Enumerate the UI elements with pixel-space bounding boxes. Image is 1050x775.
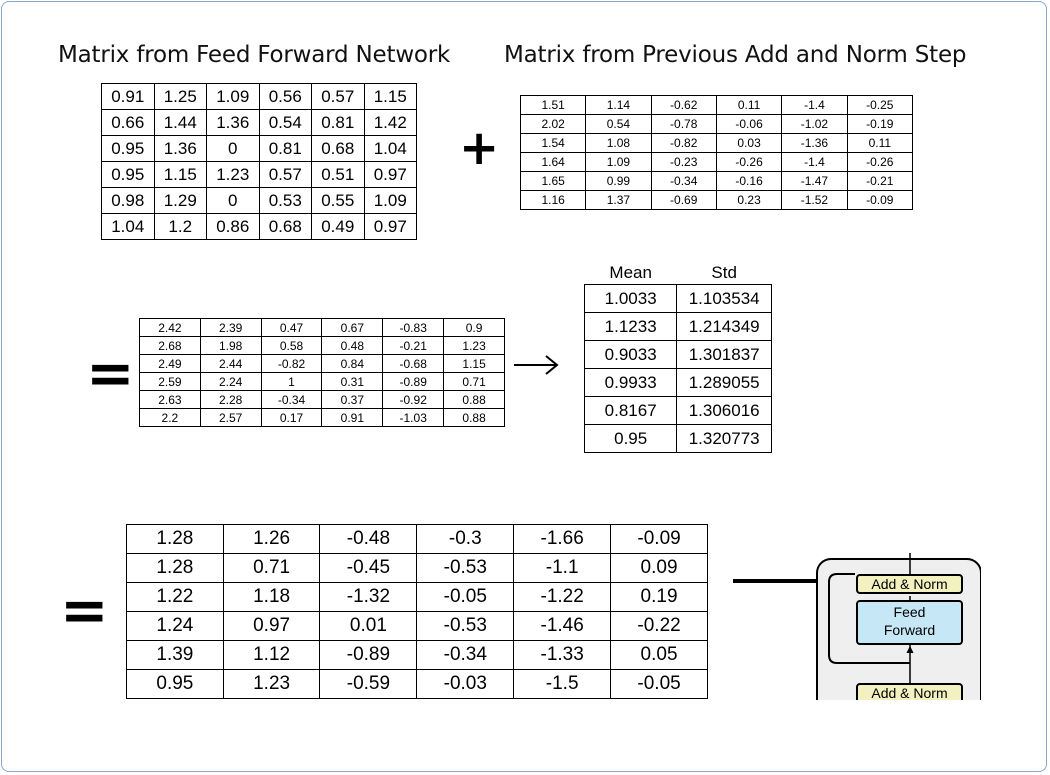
matrix-cell: -1.47: [782, 172, 847, 191]
matrix-cell: 0.91: [322, 409, 383, 427]
matrix-cell: 1.51: [521, 96, 586, 115]
matrix-cell: 1.22: [127, 583, 224, 612]
ffn-matrix: [101, 83, 417, 240]
matrix-cell: -0.34: [651, 172, 716, 191]
mean-cell: 0.95: [585, 425, 677, 453]
matrix-row: [102, 84, 417, 110]
std-cell: 1.214349: [677, 313, 772, 341]
prev-matrix-title: Matrix from Previous Add and Norm Step: [504, 42, 967, 68]
matrix-cell: 0.01: [320, 612, 417, 641]
matrix-row: [127, 583, 708, 612]
matrix-cell: -0.19: [847, 115, 912, 134]
matrix-cell: 1.26: [223, 525, 320, 554]
stats-row: [585, 313, 772, 341]
std-cell: 1.301837: [677, 341, 772, 369]
matrix-cell: 0.9: [444, 319, 505, 337]
matrix-cell: 2.02: [521, 115, 586, 134]
transformer-block-diagram: [815, 553, 981, 700]
matrix-cell: 1.23: [444, 337, 505, 355]
matrix-row: [102, 214, 417, 240]
matrix-cell: 1.28: [127, 525, 224, 554]
matrix-cell: 0.09: [611, 554, 708, 583]
matrix-cell: -0.89: [320, 641, 417, 670]
matrix-cell: 2.2: [140, 409, 201, 427]
matrix-cell: 1.54: [521, 134, 586, 153]
matrix-cell: 0.19: [611, 583, 708, 612]
matrix-cell: 1: [261, 373, 322, 391]
matrix-cell: 2.24: [200, 373, 261, 391]
matrix-cell: 1.98: [200, 337, 261, 355]
matrix-cell: 1.09: [207, 84, 260, 110]
matrix-cell: 1.44: [154, 110, 207, 136]
matrix-cell: 0.47: [261, 319, 322, 337]
mean-cell: 1.1233: [585, 313, 677, 341]
matrix-cell: -0.21: [383, 337, 444, 355]
feed-forward-label-2: Forward: [883, 622, 936, 638]
mean-cell: 0.9933: [585, 369, 677, 397]
matrix-cell: 0.81: [259, 136, 312, 162]
matrix-cell: 0.98: [102, 188, 155, 214]
matrix-row: [521, 134, 913, 153]
matrix-cell: 1.64: [521, 153, 586, 172]
matrix-cell: 0.97: [364, 214, 417, 240]
matrix-row: [127, 641, 708, 670]
matrix-cell: -0.69: [651, 191, 716, 210]
matrix-cell: 0.48: [322, 337, 383, 355]
matrix-cell: 0.66: [102, 110, 155, 136]
right-arrow-icon: [512, 354, 560, 376]
matrix-cell: 2.39: [200, 319, 261, 337]
matrix-cell: 1.37: [586, 191, 651, 210]
matrix-cell: -0.53: [417, 612, 514, 641]
matrix-cell: -1.33: [514, 641, 611, 670]
matrix-cell: -0.34: [261, 391, 322, 409]
matrix-cell: -1.5: [514, 670, 611, 699]
mean-cell: 0.9033: [585, 341, 677, 369]
matrix-cell: 0.84: [322, 355, 383, 373]
matrix-row: [521, 96, 913, 115]
std-header: Std: [711, 263, 737, 282]
matrix-cell: 1.39: [127, 641, 224, 670]
matrix-cell: 0.49: [312, 214, 365, 240]
matrix-cell: -0.25: [847, 96, 912, 115]
matrix-cell: 0.23: [716, 191, 781, 210]
matrix-row: [521, 172, 913, 191]
matrix-cell: 0.54: [259, 110, 312, 136]
matrix-cell: -0.82: [651, 134, 716, 153]
matrix-cell: 0.51: [312, 162, 365, 188]
matrix-cell: -0.82: [261, 355, 322, 373]
plus-sign: +: [459, 120, 500, 176]
matrix-cell: 1.12: [223, 641, 320, 670]
matrix-cell: -0.89: [383, 373, 444, 391]
matrix-cell: -1.52: [782, 191, 847, 210]
matrix-row: [140, 409, 505, 427]
matrix-cell: 1.15: [154, 162, 207, 188]
matrix-cell: 0.57: [312, 84, 365, 110]
matrix-cell: 0.53: [259, 188, 312, 214]
matrix-cell: -0.09: [847, 191, 912, 210]
equals-sign-1: =: [86, 339, 135, 407]
matrix-cell: -1.66: [514, 525, 611, 554]
matrix-cell: 0.31: [322, 373, 383, 391]
matrix-cell: 0.56: [259, 84, 312, 110]
matrix-cell: -0.05: [417, 583, 514, 612]
matrix-cell: 2.57: [200, 409, 261, 427]
stats-row: [585, 285, 772, 313]
matrix-cell: 2.44: [200, 355, 261, 373]
matrix-cell: 0.88: [444, 409, 505, 427]
matrix-cell: 2.68: [140, 337, 201, 355]
matrix-cell: 2.59: [140, 373, 201, 391]
matrix-cell: 0.68: [312, 136, 365, 162]
matrix-row: [127, 670, 708, 699]
matrix-cell: 1.23: [223, 670, 320, 699]
matrix-cell: 2.28: [200, 391, 261, 409]
matrix-cell: -1.03: [383, 409, 444, 427]
matrix-cell: 1.04: [102, 214, 155, 240]
matrix-cell: 0.11: [847, 134, 912, 153]
matrix-row: [127, 525, 708, 554]
matrix-cell: -0.34: [417, 641, 514, 670]
matrix-cell: -0.68: [383, 355, 444, 373]
matrix-cell: -1.1: [514, 554, 611, 583]
matrix-cell: -0.26: [847, 153, 912, 172]
matrix-cell: -0.92: [383, 391, 444, 409]
matrix-cell: -0.59: [320, 670, 417, 699]
matrix-cell: -1.02: [782, 115, 847, 134]
matrix-cell: -0.22: [611, 612, 708, 641]
matrix-cell: 0.57: [259, 162, 312, 188]
matrix-cell: -0.03: [417, 670, 514, 699]
matrix-cell: 0.37: [322, 391, 383, 409]
matrix-cell: 1.2: [154, 214, 207, 240]
std-cell: 1.289055: [677, 369, 772, 397]
matrix-cell: 1.09: [364, 188, 417, 214]
matrix-cell: -0.45: [320, 554, 417, 583]
matrix-cell: -0.09: [611, 525, 708, 554]
matrix-cell: 1.24: [127, 612, 224, 641]
matrix-cell: -1.4: [782, 153, 847, 172]
matrix-cell: 0.68: [259, 214, 312, 240]
matrix-cell: -1.22: [514, 583, 611, 612]
matrix-row: [140, 337, 505, 355]
matrix-cell: 0: [207, 136, 260, 162]
matrix-row: [102, 162, 417, 188]
matrix-cell: -0.23: [651, 153, 716, 172]
prev-matrix: [520, 95, 913, 210]
matrix-cell: 0.17: [261, 409, 322, 427]
matrix-cell: -0.83: [383, 319, 444, 337]
add-norm-bottom-label: Add & Norm: [871, 685, 948, 700]
matrix-cell: 0.95: [102, 136, 155, 162]
matrix-row: [140, 355, 505, 373]
matrix-cell: 1.23: [207, 162, 260, 188]
matrix-cell: 1.65: [521, 172, 586, 191]
stats-row: [585, 425, 772, 453]
matrix-cell: -0.16: [716, 172, 781, 191]
normalized-matrix: [126, 524, 708, 699]
matrix-cell: 0.95: [102, 162, 155, 188]
matrix-cell: 1.28: [127, 554, 224, 583]
matrix-cell: 0.67: [322, 319, 383, 337]
stats-row: [585, 341, 772, 369]
matrix-cell: -0.3: [417, 525, 514, 554]
stats-header-row: [585, 262, 772, 285]
matrix-row: [521, 153, 913, 172]
matrix-cell: -0.48: [320, 525, 417, 554]
matrix-cell: 1.09: [586, 153, 651, 172]
matrix-cell: 1.16: [521, 191, 586, 210]
matrix-cell: -0.78: [651, 115, 716, 134]
matrix-cell: 1.04: [364, 136, 417, 162]
matrix-cell: 0.99: [586, 172, 651, 191]
std-cell: 1.306016: [677, 397, 772, 425]
matrix-cell: 2.49: [140, 355, 201, 373]
stats-row: [585, 397, 772, 425]
add-norm-top-label: Add & Norm: [871, 576, 948, 592]
matrix-row: [140, 391, 505, 409]
matrix-cell: -1.36: [782, 134, 847, 153]
matrix-cell: 0.71: [223, 554, 320, 583]
matrix-row: [521, 115, 913, 134]
mean-header: Mean: [609, 263, 652, 282]
stats-row: [585, 369, 772, 397]
matrix-row: [521, 191, 913, 210]
matrix-cell: 0.11: [716, 96, 781, 115]
matrix-cell: 0.86: [207, 214, 260, 240]
matrix-cell: -0.53: [417, 554, 514, 583]
sum-matrix: [139, 318, 505, 427]
matrix-cell: 0.91: [102, 84, 155, 110]
matrix-cell: 0.88: [444, 391, 505, 409]
matrix-cell: 0.58: [261, 337, 322, 355]
matrix-cell: 1.14: [586, 96, 651, 115]
matrix-cell: 0: [207, 188, 260, 214]
matrix-row: [127, 554, 708, 583]
matrix-cell: 0.05: [611, 641, 708, 670]
matrix-cell: 0.54: [586, 115, 651, 134]
matrix-cell: -0.21: [847, 172, 912, 191]
feed-forward-label-1: Feed: [893, 604, 926, 620]
matrix-cell: 1.36: [207, 110, 260, 136]
matrix-cell: 0.03: [716, 134, 781, 153]
matrix-cell: 1.42: [364, 110, 417, 136]
matrix-cell: 0.55: [312, 188, 365, 214]
matrix-cell: -1.46: [514, 612, 611, 641]
matrix-cell: -0.62: [651, 96, 716, 115]
matrix-row: [102, 110, 417, 136]
mean-cell: 1.0033: [585, 285, 677, 313]
matrix-cell: 0.97: [223, 612, 320, 641]
matrix-row: [140, 319, 505, 337]
ffn-matrix-title: Matrix from Feed Forward Network: [58, 42, 451, 68]
matrix-cell: -1.32: [320, 583, 417, 612]
matrix-cell: 2.63: [140, 391, 201, 409]
matrix-cell: 1.15: [364, 84, 417, 110]
matrix-cell: 1.25: [154, 84, 207, 110]
std-cell: 1.103534: [677, 285, 772, 313]
matrix-cell: 2.42: [140, 319, 201, 337]
matrix-row: [102, 188, 417, 214]
equals-sign-2: =: [60, 576, 109, 644]
matrix-cell: 0.71: [444, 373, 505, 391]
std-cell: 1.320773: [677, 425, 772, 453]
matrix-cell: 1.36: [154, 136, 207, 162]
matrix-cell: -1.4: [782, 96, 847, 115]
matrix-cell: 0.97: [364, 162, 417, 188]
matrix-cell: 1.29: [154, 188, 207, 214]
matrix-cell: -0.06: [716, 115, 781, 134]
mean-cell: 0.8167: [585, 397, 677, 425]
matrix-cell: 1.08: [586, 134, 651, 153]
matrix-cell: 0.95: [127, 670, 224, 699]
matrix-cell: -0.26: [716, 153, 781, 172]
mean-std-table: [584, 262, 772, 453]
matrix-cell: 1.15: [444, 355, 505, 373]
matrix-cell: 1.18: [223, 583, 320, 612]
matrix-cell: 0.81: [312, 110, 365, 136]
matrix-row: [127, 612, 708, 641]
matrix-row: [140, 373, 505, 391]
matrix-cell: -0.05: [611, 670, 708, 699]
matrix-row: [102, 136, 417, 162]
